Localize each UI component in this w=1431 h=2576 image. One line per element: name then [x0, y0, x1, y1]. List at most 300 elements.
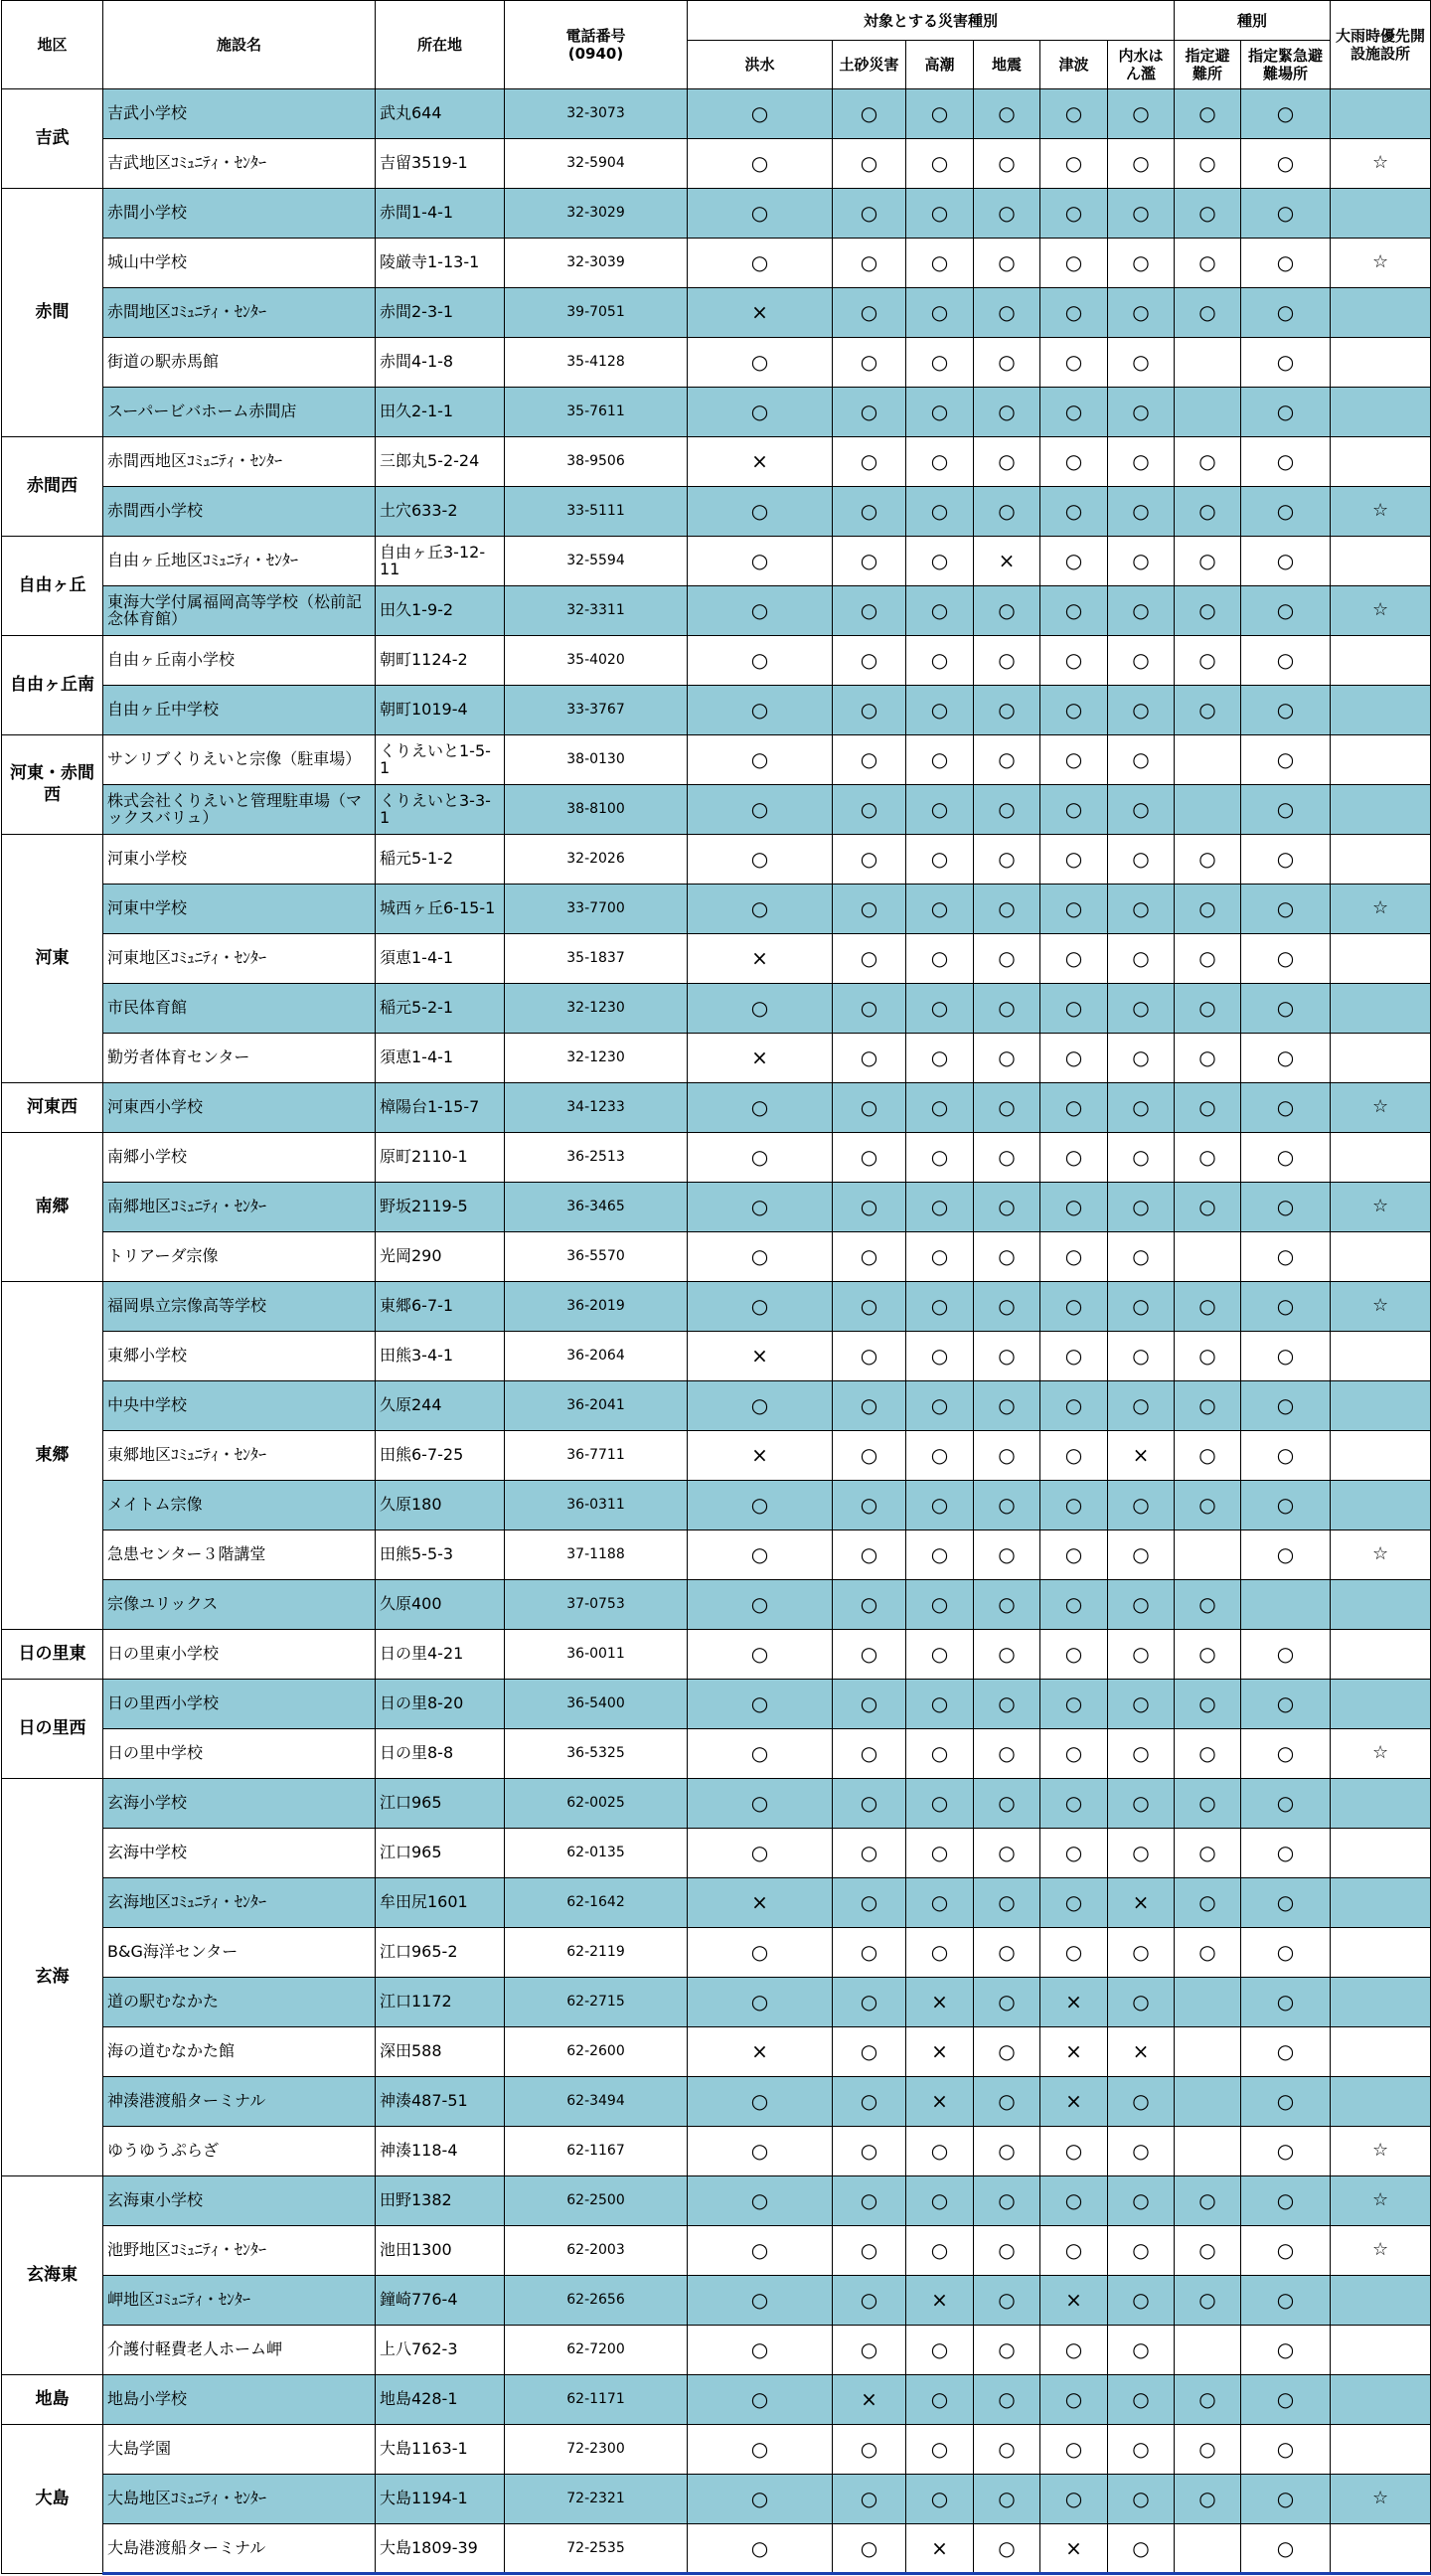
table-body: [2, 89, 1431, 2574]
table-row: [2, 338, 1431, 388]
inland-flood-mark: ○: [1108, 1829, 1175, 1878]
priority-mark: [1331, 1381, 1431, 1431]
phone-cell: 36-2041: [505, 1381, 688, 1431]
emergency-site-mark: ○: [1241, 189, 1331, 239]
priority-mark: ☆: [1331, 586, 1431, 636]
inland-flood-mark: ○: [1108, 537, 1175, 586]
address-cell: 田野1382: [376, 2176, 505, 2226]
designated-shelter-mark: ○: [1175, 686, 1241, 735]
header-type-group: 種別: [1175, 1, 1331, 41]
flood-mark: ○: [688, 686, 833, 735]
designated-shelter-mark: ○: [1175, 2276, 1241, 2326]
facility-name-cell: 道の駅むなかた: [103, 1978, 376, 2027]
earthquake-mark: ×: [974, 537, 1040, 586]
storm-surge-mark: ○: [906, 437, 974, 487]
flood-mark: ○: [688, 2425, 833, 2475]
landslide-mark: ○: [833, 2027, 906, 2077]
priority-mark: [1331, 2027, 1431, 2077]
district-cell: 日の里東: [2, 1630, 103, 1680]
inland-flood-mark: ○: [1108, 785, 1175, 835]
tsunami-mark: ○: [1040, 288, 1108, 338]
table-row: [2, 1978, 1431, 2027]
flood-mark: ○: [688, 388, 833, 437]
flood-mark: ○: [688, 1729, 833, 1779]
priority-mark: [1331, 288, 1431, 338]
tsunami-mark: ○: [1040, 686, 1108, 735]
flood-mark: ○: [688, 1133, 833, 1183]
landslide-mark: ○: [833, 1530, 906, 1580]
tsunami-mark: ○: [1040, 189, 1108, 239]
table-row: [2, 1431, 1431, 1481]
phone-cell: 36-2064: [505, 1332, 688, 1381]
table-row: [2, 2127, 1431, 2176]
landslide-mark: ○: [833, 1978, 906, 2027]
inland-flood-mark: ○: [1108, 2425, 1175, 2475]
facility-name-cell: メイトム宗像: [103, 1481, 376, 1530]
facility-name-cell: 宗像ユリックス: [103, 1580, 376, 1630]
flood-mark: ○: [688, 1530, 833, 1580]
designated-shelter-mark: ○: [1175, 1630, 1241, 1680]
facility-name-cell: 日の里中学校: [103, 1729, 376, 1779]
district-cell: 自由ヶ丘南: [2, 636, 103, 735]
district-cell: 河東西: [2, 1083, 103, 1133]
designated-shelter-mark: ○: [1175, 636, 1241, 686]
priority-mark: [1331, 1431, 1431, 1481]
table-row: [2, 2425, 1431, 2475]
table-row: [2, 1282, 1431, 1332]
address-cell: 地島428-1: [376, 2375, 505, 2425]
emergency-site-mark: ○: [1241, 1729, 1331, 1779]
tsunami-mark: ○: [1040, 338, 1108, 388]
flood-mark: ○: [688, 1680, 833, 1729]
inland-flood-mark: ○: [1108, 636, 1175, 686]
landslide-mark: ○: [833, 1332, 906, 1381]
inland-flood-mark: ○: [1108, 1282, 1175, 1332]
tsunami-mark: ○: [1040, 1282, 1108, 1332]
table-row: [2, 1630, 1431, 1680]
designated-shelter-mark: ○: [1175, 934, 1241, 984]
emergency-site-mark: ○: [1241, 2276, 1331, 2326]
inland-flood-mark: ○: [1108, 288, 1175, 338]
storm-surge-mark: ○: [906, 1680, 974, 1729]
phone-cell: 62-1642: [505, 1878, 688, 1928]
address-cell: 田熊6-7-25: [376, 1431, 505, 1481]
facility-name-cell: 自由ヶ丘南小学校: [103, 636, 376, 686]
emergency-site-mark: ○: [1241, 1183, 1331, 1232]
facility-name-cell: 神湊港渡船ターミナル: [103, 2077, 376, 2127]
table-row: [2, 537, 1431, 586]
earthquake-mark: ○: [974, 2326, 1040, 2375]
district-cell: 河東: [2, 835, 103, 1083]
storm-surge-mark: ×: [906, 2524, 974, 2574]
flood-mark: ×: [688, 1431, 833, 1481]
earthquake-mark: ○: [974, 636, 1040, 686]
address-cell: 大島1809-39: [376, 2524, 505, 2574]
designated-shelter-mark: ○: [1175, 1034, 1241, 1083]
earthquake-mark: ○: [974, 2524, 1040, 2574]
table-row: [2, 2326, 1431, 2375]
table-row: [2, 2176, 1431, 2226]
address-cell: 鐘崎776-4: [376, 2276, 505, 2326]
priority-mark: [1331, 1978, 1431, 2027]
priority-mark: [1331, 189, 1431, 239]
phone-cell: 32-3039: [505, 239, 688, 288]
inland-flood-mark: ○: [1108, 1481, 1175, 1530]
phone-cell: 35-4020: [505, 636, 688, 686]
flood-mark: ○: [688, 2077, 833, 2127]
landslide-mark: ○: [833, 735, 906, 785]
priority-mark: ☆: [1331, 139, 1431, 189]
storm-surge-mark: ○: [906, 288, 974, 338]
designated-shelter-mark: ○: [1175, 1133, 1241, 1183]
earthquake-mark: ○: [974, 338, 1040, 388]
earthquake-mark: ○: [974, 1481, 1040, 1530]
facility-name-cell: 地島小学校: [103, 2375, 376, 2425]
facility-name-cell: 河東小学校: [103, 835, 376, 885]
phone-cell: 32-1230: [505, 984, 688, 1034]
inland-flood-mark: ○: [1108, 984, 1175, 1034]
tsunami-mark: ×: [1040, 2524, 1108, 2574]
landslide-mark: ○: [833, 1878, 906, 1928]
earthquake-mark: ○: [974, 1083, 1040, 1133]
earthquake-mark: ○: [974, 2375, 1040, 2425]
emergency-site-mark: ○: [1241, 2425, 1331, 2475]
tsunami-mark: ○: [1040, 1580, 1108, 1630]
designated-shelter-mark: ○: [1175, 537, 1241, 586]
phone-cell: 62-1171: [505, 2375, 688, 2425]
inland-flood-mark: ×: [1108, 1878, 1175, 1928]
table-row: [2, 735, 1431, 785]
designated-shelter-mark: ○: [1175, 1332, 1241, 1381]
landslide-mark: ○: [833, 2077, 906, 2127]
priority-mark: [1331, 338, 1431, 388]
address-cell: 須恵1-4-1: [376, 934, 505, 984]
landslide-mark: ○: [833, 934, 906, 984]
priority-mark: [1331, 2276, 1431, 2326]
storm-surge-mark: ○: [906, 338, 974, 388]
facility-name-cell: 大島港渡船ターミナル: [103, 2524, 376, 2574]
storm-surge-mark: ○: [906, 1729, 974, 1779]
priority-mark: [1331, 835, 1431, 885]
facility-name-cell: 福岡県立宗像高等学校: [103, 1282, 376, 1332]
facility-name-cell: トリアーダ宗像: [103, 1232, 376, 1282]
emergency-site-mark: ○: [1241, 388, 1331, 437]
landslide-mark: ○: [833, 1431, 906, 1481]
landslide-mark: ○: [833, 1729, 906, 1779]
emergency-site-mark: ○: [1241, 984, 1331, 1034]
earthquake-mark: ○: [974, 1034, 1040, 1083]
flood-mark: ×: [688, 2027, 833, 2077]
phone-cell: 36-2019: [505, 1282, 688, 1332]
priority-mark: [1331, 735, 1431, 785]
address-cell: くりえいと3-3-1: [376, 785, 505, 835]
emergency-site-mark: ○: [1241, 288, 1331, 338]
designated-shelter-mark: ○: [1175, 437, 1241, 487]
designated-shelter-mark: [1175, 2524, 1241, 2574]
tsunami-mark: ○: [1040, 89, 1108, 139]
tsunami-mark: ○: [1040, 1481, 1108, 1530]
flood-mark: ×: [688, 1034, 833, 1083]
address-cell: 江口1172: [376, 1978, 505, 2027]
table-row: [2, 2524, 1431, 2574]
flood-mark: ○: [688, 984, 833, 1034]
designated-shelter-mark: ○: [1175, 1878, 1241, 1928]
priority-mark: [1331, 1034, 1431, 1083]
table-row: [2, 1034, 1431, 1083]
tsunami-mark: ×: [1040, 2276, 1108, 2326]
emergency-site-mark: ○: [1241, 636, 1331, 686]
designated-shelter-mark: ○: [1175, 2226, 1241, 2276]
phone-cell: 33-7700: [505, 885, 688, 934]
address-cell: 稲元5-1-2: [376, 835, 505, 885]
table-row: [2, 1779, 1431, 1829]
emergency-site-mark: ○: [1241, 2176, 1331, 2226]
phone-cell: 62-2600: [505, 2027, 688, 2077]
flood-mark: ×: [688, 288, 833, 338]
storm-surge-mark: ○: [906, 1232, 974, 1282]
earthquake-mark: ○: [974, 2276, 1040, 2326]
priority-mark: [1331, 2077, 1431, 2127]
emergency-site-mark: ○: [1241, 89, 1331, 139]
emergency-site-mark: ○: [1241, 139, 1331, 189]
landslide-mark: ○: [833, 2176, 906, 2226]
phone-cell: 62-3494: [505, 2077, 688, 2127]
earthquake-mark: ○: [974, 2425, 1040, 2475]
landslide-mark: ○: [833, 686, 906, 735]
tsunami-mark: ○: [1040, 1530, 1108, 1580]
emergency-site-mark: ○: [1241, 1779, 1331, 1829]
facility-name-cell: 東郷小学校: [103, 1332, 376, 1381]
tsunami-mark: ○: [1040, 1431, 1108, 1481]
inland-flood-mark: ○: [1108, 1580, 1175, 1630]
address-cell: 稲元5-2-1: [376, 984, 505, 1034]
header-district: 地区: [2, 1, 103, 89]
priority-mark: ☆: [1331, 487, 1431, 537]
priority-mark: ☆: [1331, 1282, 1431, 1332]
flood-mark: ○: [688, 2524, 833, 2574]
inland-flood-mark: ○: [1108, 1034, 1175, 1083]
priority-mark: [1331, 1481, 1431, 1530]
tsunami-mark: ○: [1040, 984, 1108, 1034]
priority-mark: [1331, 1630, 1431, 1680]
storm-surge-mark: ○: [906, 885, 974, 934]
priority-mark: [1331, 636, 1431, 686]
tsunami-mark: ○: [1040, 1729, 1108, 1779]
facility-name-cell: 河東地区ｺﾐｭﾆﾃｨ・ｾﾝﾀｰ: [103, 934, 376, 984]
phone-cell: 38-8100: [505, 785, 688, 835]
table-row: [2, 885, 1431, 934]
facility-name-cell: 市民体育館: [103, 984, 376, 1034]
inland-flood-mark: ○: [1108, 1729, 1175, 1779]
flood-mark: ○: [688, 2475, 833, 2524]
earthquake-mark: ○: [974, 2475, 1040, 2524]
address-cell: 神湊118-4: [376, 2127, 505, 2176]
earthquake-mark: ○: [974, 1878, 1040, 1928]
landslide-mark: ○: [833, 586, 906, 636]
inland-flood-mark: ○: [1108, 2226, 1175, 2276]
designated-shelter-mark: ○: [1175, 835, 1241, 885]
tsunami-mark: ○: [1040, 586, 1108, 636]
facility-name-cell: 南郷小学校: [103, 1133, 376, 1183]
storm-surge-mark: ○: [906, 835, 974, 885]
designated-shelter-mark: ○: [1175, 239, 1241, 288]
table-row: [2, 189, 1431, 239]
earthquake-mark: ○: [974, 2027, 1040, 2077]
phone-cell: 32-5904: [505, 139, 688, 189]
flood-mark: ○: [688, 1829, 833, 1878]
flood-mark: ○: [688, 2127, 833, 2176]
tsunami-mark: ○: [1040, 2475, 1108, 2524]
earthquake-mark: ○: [974, 785, 1040, 835]
priority-mark: [1331, 2425, 1431, 2475]
phone-cell: 38-9506: [505, 437, 688, 487]
priority-mark: [1331, 2326, 1431, 2375]
table-row: [2, 2276, 1431, 2326]
inland-flood-mark: ○: [1108, 835, 1175, 885]
earthquake-mark: ○: [974, 1183, 1040, 1232]
facility-name-cell: スーパービバホーム赤間店: [103, 388, 376, 437]
flood-mark: ○: [688, 487, 833, 537]
emergency-site-mark: ○: [1241, 1978, 1331, 2027]
flood-mark: ○: [688, 189, 833, 239]
landslide-mark: ○: [833, 2425, 906, 2475]
table-row: [2, 1381, 1431, 1431]
inland-flood-mark: ○: [1108, 1978, 1175, 2027]
priority-mark: ☆: [1331, 1183, 1431, 1232]
priority-mark: ☆: [1331, 2475, 1431, 2524]
earthquake-mark: ○: [974, 1530, 1040, 1580]
inland-flood-mark: ○: [1108, 1083, 1175, 1133]
tsunami-mark: ○: [1040, 1083, 1108, 1133]
table-row: [2, 388, 1431, 437]
facility-name-cell: 街道の駅赤馬館: [103, 338, 376, 388]
inland-flood-mark: ○: [1108, 1779, 1175, 1829]
priority-mark: [1331, 934, 1431, 984]
priority-mark: [1331, 437, 1431, 487]
flood-mark: ○: [688, 835, 833, 885]
earthquake-mark: ○: [974, 1381, 1040, 1431]
designated-shelter-mark: ○: [1175, 885, 1241, 934]
landslide-mark: ○: [833, 1680, 906, 1729]
address-cell: 田久1-9-2: [376, 586, 505, 636]
priority-mark: [1331, 686, 1431, 735]
address-cell: 牟田尻1601: [376, 1878, 505, 1928]
phone-cell: 35-4128: [505, 338, 688, 388]
earthquake-mark: ○: [974, 2077, 1040, 2127]
phone-cell: 36-7711: [505, 1431, 688, 1481]
flood-mark: ×: [688, 934, 833, 984]
inland-flood-mark: ○: [1108, 885, 1175, 934]
designated-shelter-mark: [1175, 1232, 1241, 1282]
priority-mark: [1331, 1232, 1431, 1282]
earthquake-mark: ○: [974, 1431, 1040, 1481]
flood-mark: ×: [688, 437, 833, 487]
tsunami-mark: ○: [1040, 2176, 1108, 2226]
emergency-site-mark: ○: [1241, 487, 1331, 537]
storm-surge-mark: ○: [906, 1779, 974, 1829]
flood-mark: ○: [688, 1978, 833, 2027]
phone-cell: 34-1233: [505, 1083, 688, 1133]
emergency-site-mark: ○: [1241, 1630, 1331, 1680]
earthquake-mark: ○: [974, 586, 1040, 636]
inland-flood-mark: ○: [1108, 2276, 1175, 2326]
emergency-site-mark: ○: [1241, 338, 1331, 388]
facility-name-cell: B&G海洋センター: [103, 1928, 376, 1978]
table-row: [2, 835, 1431, 885]
address-cell: 大島1194-1: [376, 2475, 505, 2524]
landslide-mark: ○: [833, 1829, 906, 1878]
designated-shelter-mark: [1175, 735, 1241, 785]
table-row: [2, 1829, 1431, 1878]
earthquake-mark: ○: [974, 1680, 1040, 1729]
address-cell: 東郷6-7-1: [376, 1282, 505, 1332]
designated-shelter-mark: ○: [1175, 189, 1241, 239]
priority-mark: ☆: [1331, 1729, 1431, 1779]
district-cell: 東郷: [2, 1282, 103, 1630]
storm-surge-mark: ○: [906, 388, 974, 437]
tsunami-mark: ○: [1040, 2226, 1108, 2276]
address-cell: 吉留3519-1: [376, 139, 505, 189]
landslide-mark: ○: [833, 338, 906, 388]
priority-mark: ☆: [1331, 885, 1431, 934]
phone-cell: 32-5594: [505, 537, 688, 586]
designated-shelter-mark: ○: [1175, 89, 1241, 139]
table-header: [2, 1, 1431, 89]
table-row: [2, 984, 1431, 1034]
inland-flood-mark: ○: [1108, 1381, 1175, 1431]
designated-shelter-mark: ○: [1175, 139, 1241, 189]
header-priority: 大雨時優先開設施設所: [1331, 1, 1431, 89]
storm-surge-mark: ○: [906, 1878, 974, 1928]
header-facility: 施設名: [103, 1, 376, 89]
phone-cell: 62-2715: [505, 1978, 688, 2027]
tsunami-mark: ○: [1040, 2375, 1108, 2425]
flood-mark: ○: [688, 2276, 833, 2326]
table-row: [2, 1928, 1431, 1978]
district-cell: 玄海東: [2, 2176, 103, 2375]
inland-flood-mark: ○: [1108, 2127, 1175, 2176]
inland-flood-mark: ○: [1108, 1630, 1175, 1680]
header-phone-line2: (0940): [567, 45, 624, 63]
storm-surge-mark: ○: [906, 1481, 974, 1530]
address-cell: 城西ヶ丘6-15-1: [376, 885, 505, 934]
address-cell: 江口965: [376, 1779, 505, 1829]
header-earthquake: 地震: [974, 41, 1040, 89]
storm-surge-mark: ○: [906, 984, 974, 1034]
facility-name-cell: 自由ヶ丘中学校: [103, 686, 376, 735]
priority-mark: ☆: [1331, 1083, 1431, 1133]
tsunami-mark: ○: [1040, 388, 1108, 437]
flood-mark: ○: [688, 1083, 833, 1133]
facility-name-cell: 玄海小学校: [103, 1779, 376, 1829]
phone-cell: 35-1837: [505, 934, 688, 984]
designated-shelter-mark: ○: [1175, 1183, 1241, 1232]
facility-name-cell: 赤間小学校: [103, 189, 376, 239]
phone-cell: 32-3311: [505, 586, 688, 636]
phone-cell: 62-1167: [505, 2127, 688, 2176]
emergency-site-mark: ○: [1241, 2524, 1331, 2574]
landslide-mark: ○: [833, 2276, 906, 2326]
flood-mark: ○: [688, 239, 833, 288]
storm-surge-mark: ○: [906, 1580, 974, 1630]
storm-surge-mark: ○: [906, 636, 974, 686]
tsunami-mark: ○: [1040, 139, 1108, 189]
phone-cell: 36-5400: [505, 1680, 688, 1729]
earthquake-mark: ○: [974, 885, 1040, 934]
emergency-site-mark: ○: [1241, 1680, 1331, 1729]
emergency-site-mark: ○: [1241, 1928, 1331, 1978]
priority-mark: [1331, 785, 1431, 835]
